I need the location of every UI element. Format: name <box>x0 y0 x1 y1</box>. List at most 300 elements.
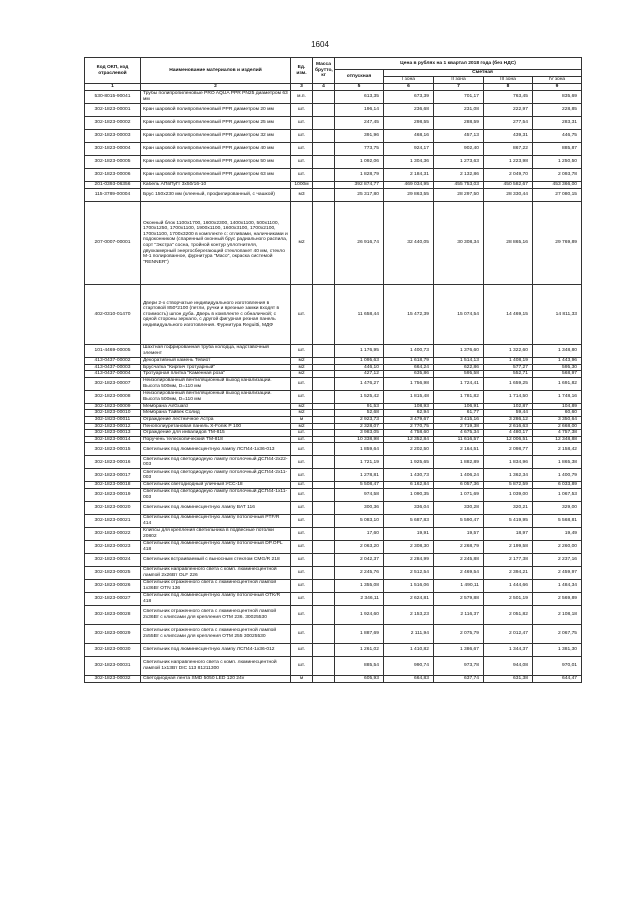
row-mass <box>313 117 335 130</box>
row-zone-1-price: 15 472,39 <box>384 285 434 345</box>
row-zone-1-price: 468,16 <box>384 130 434 143</box>
row-zone-3-price: 5 419,95 <box>484 514 533 527</box>
row-release-price: 196,14 <box>335 104 384 117</box>
row-zone-4-price: 6 033,89 <box>533 482 582 489</box>
row-zone-3-price: 18,97 <box>484 527 533 540</box>
row-unit: шт. <box>291 514 313 527</box>
row-release-price: 974,58 <box>335 488 384 501</box>
row-zone-4-price: 970,01 <box>533 656 582 675</box>
row-name: Пенополиуретановая панель Х-Fonik Р 100 <box>141 423 291 430</box>
row-mass <box>313 390 335 403</box>
row-name: Светильник под люминесцентную лампу потолочный DP.OPL 418 <box>141 540 291 553</box>
row-zone-3-price: 1 039,00 <box>484 488 533 501</box>
row-zone-1-price: 3 479,67 <box>384 416 434 423</box>
row-unit: шт. <box>291 390 313 403</box>
row-name: Мембрана Тайвек Солид <box>141 410 291 417</box>
row-release-price: 5 083,10 <box>335 514 384 527</box>
table-row <box>85 403 582 410</box>
row-unit: шт. <box>291 488 313 501</box>
row-zone-2-price: 2 075,79 <box>434 624 484 643</box>
row-code: 530-8015-90041 <box>85 91 141 104</box>
row-release-price: 1 176,95 <box>335 345 384 358</box>
row-code: 302-1823-00022 <box>85 527 141 540</box>
row-code: 302-1823-00005 <box>85 156 141 169</box>
row-unit: шт. <box>291 482 313 489</box>
table-row <box>85 605 582 624</box>
row-code: 302-1823-00019 <box>85 488 141 501</box>
row-code: 302-1823-00002 <box>85 117 141 130</box>
row-zone-2-price: 701,17 <box>434 91 484 104</box>
row-zone-4-price: 446,75 <box>533 130 582 143</box>
row-code: 201-0393-06356 <box>85 182 141 189</box>
row-code: 302-1823-00020 <box>85 501 141 514</box>
row-release-price: 2 346,11 <box>335 592 384 605</box>
row-zone-3-price: 28 330,44 <box>484 189 533 202</box>
table-row <box>85 592 582 605</box>
row-code: 302-1823-00032 <box>85 675 141 682</box>
row-release-price: 10 338,98 <box>335 436 384 443</box>
row-zone-4-price: 2 067,75 <box>533 624 582 643</box>
row-zone-4-price: 2 459,97 <box>533 566 582 579</box>
row-unit: шт. <box>291 436 313 443</box>
row-zone-2-price: 2 719,38 <box>434 423 484 430</box>
table-row <box>85 104 582 117</box>
row-zone-1-price: 2 284,99 <box>384 553 434 566</box>
row-code: 302-1823-00025 <box>85 566 141 579</box>
row-zone-4-price: 595,30 <box>533 364 582 371</box>
row-name: Тротуарная плитка "Каменная роза" <box>141 371 291 378</box>
row-zone-2-price: 2 579,88 <box>434 592 484 605</box>
row-zone-2-price: 2 116,37 <box>434 605 484 624</box>
row-code: 302-1823-00004 <box>85 143 141 156</box>
row-release-price: 446,10 <box>335 364 384 371</box>
row-release-price: 2 245,76 <box>335 566 384 579</box>
row-release-price: 605,93 <box>335 675 384 682</box>
row-name: Кран шаровой полипропиленовый PPR диаметром 50 мм <box>141 156 291 169</box>
row-unit: шт. <box>291 605 313 624</box>
table-row <box>85 579 582 592</box>
row-name: Светильник под люминесцентную лампу ЛСП44-1х36-013 <box>141 443 291 456</box>
row-zone-3-price: 14 469,15 <box>484 285 533 345</box>
table-row <box>85 364 582 371</box>
row-name: Светильник под светодиодную лампу потолочный ДСП44-2х22-003 <box>141 456 291 469</box>
table-row <box>85 514 582 527</box>
row-zone-3-price: 1 834,96 <box>484 456 533 469</box>
row-unit: шт. <box>291 345 313 358</box>
row-zone-2-price: 973,78 <box>434 656 484 675</box>
row-zone-4-price: 2 237,16 <box>533 553 582 566</box>
row-release-price: 1 525,42 <box>335 390 384 403</box>
row-mass <box>313 364 335 371</box>
row-code: 302-1823-00009 <box>85 403 141 410</box>
table-row <box>85 488 582 501</box>
page-number: 1604 <box>311 40 329 49</box>
table-row <box>85 553 582 566</box>
row-release-price: 1 721,19 <box>335 456 384 469</box>
row-unit: шт. <box>291 469 313 482</box>
row-name: Двери 2-х створчатые индивидуального изготовления в стартовой 850*2100 (петли, ручки и врезные замки входят в стоимость) шпон дуба. Дверь в комплекте с обналичкой; с одной стороны зеркало, с другой фигурная резная панель индивидуального изготовления. Фурнитура Reguitti, МДФ <box>141 285 291 345</box>
row-release-price: 52,68 <box>335 410 384 417</box>
row-unit: шт. <box>291 456 313 469</box>
row-zone-4-price: 60,60 <box>533 410 582 417</box>
row-name: Брус 150х230 мм (клееный, профилированный, с чашкой) <box>141 189 291 202</box>
row-mass <box>313 482 335 489</box>
col-number: 3 <box>291 84 313 91</box>
row-mass <box>313 377 335 390</box>
row-name: Кран шаровой полипропиленовый PPR диаметром 40 мм <box>141 143 291 156</box>
row-release-price: 1 092,06 <box>335 156 384 169</box>
row-zone-4-price: 1 691,82 <box>533 377 582 390</box>
row-zone-4-price: 283,31 <box>533 117 582 130</box>
row-zone-3-price: 1 223,98 <box>484 156 533 169</box>
row-zone-1-price: 2 111,94 <box>384 624 434 643</box>
row-release-price: 427,12 <box>335 371 384 378</box>
row-mass <box>313 430 335 437</box>
row-code: 207-0007-00001 <box>85 202 141 285</box>
table-row <box>85 182 582 189</box>
col-number: 9 <box>533 84 582 91</box>
header-zone-4: IV зона <box>533 77 582 84</box>
row-zone-4-price: 1 067,53 <box>533 488 582 501</box>
row-release-price: 1 261,02 <box>335 643 384 656</box>
row-zone-1-price: 2 184,31 <box>384 169 434 182</box>
row-zone-2-price: 2 268,79 <box>434 540 484 553</box>
row-zone-4-price: 2 668,00 <box>533 423 582 430</box>
row-zone-1-price: 664,83 <box>384 675 434 682</box>
row-unit: м2 <box>291 202 313 285</box>
row-zone-4-price: 1 348,80 <box>533 345 582 358</box>
row-name: Кран шаровой полипропиленовый PPR диаметром 25 мм <box>141 117 291 130</box>
row-unit: шт. <box>291 540 313 553</box>
table-row <box>85 285 582 345</box>
row-zone-1-price: 1 756,98 <box>384 377 434 390</box>
table-row <box>85 377 582 390</box>
row-zone-1-price: 19,91 <box>384 527 434 540</box>
col-number: 4 <box>313 84 335 91</box>
row-zone-3-price: 1 408,19 <box>484 358 533 365</box>
row-name: Мембрана AirGuard <box>141 403 291 410</box>
row-zone-1-price: 62,94 <box>384 410 434 417</box>
row-release-price: 91,53 <box>335 403 384 410</box>
table-row <box>85 416 582 423</box>
row-zone-1-price: 1 400,73 <box>384 345 434 358</box>
row-zone-1-price: 2 153,23 <box>384 605 434 624</box>
row-unit: шт. <box>291 553 313 566</box>
row-zone-3-price: 1 444,66 <box>484 579 533 592</box>
row-release-price: 1 924,60 <box>335 605 384 624</box>
row-name: Ограждение лестничное Астра <box>141 416 291 423</box>
row-code: 302-1823-00007 <box>85 377 141 390</box>
table-row <box>85 436 582 443</box>
row-zone-3-price: 1 659,25 <box>484 377 533 390</box>
row-zone-1-price: 32 440,05 <box>384 202 434 285</box>
row-name: Светильник отраженного света с люминесцентной лампой 1х36Вт OTN 136 <box>141 579 291 592</box>
row-zone-1-price: 1 815,48 <box>384 390 434 403</box>
row-zone-2-price: 1 882,89 <box>434 456 484 469</box>
row-release-price: 1 095,63 <box>335 358 384 365</box>
row-zone-3-price: 867,22 <box>484 143 533 156</box>
row-mass <box>313 566 335 579</box>
row-zone-3-price: 1 362,34 <box>484 469 533 482</box>
row-zone-4-price: 2 569,89 <box>533 592 582 605</box>
row-release-price: 11 658,44 <box>335 285 384 345</box>
row-mass <box>313 592 335 605</box>
row-zone-3-price: 2 177,38 <box>484 553 533 566</box>
row-unit: м3 <box>291 189 313 202</box>
table-row <box>85 358 582 365</box>
col-number: 7 <box>434 84 484 91</box>
table-row <box>85 469 582 482</box>
row-name: Шахтная гофрированная труба колодца, надставочный элемент <box>141 345 291 358</box>
row-zone-4-price: 3 350,64 <box>533 416 582 423</box>
row-release-price: 391,96 <box>335 130 384 143</box>
row-name: Декоративный камень Тевиот <box>141 358 291 365</box>
table-row <box>85 482 582 489</box>
table-body <box>85 91 582 683</box>
row-zone-3-price: 1 322,60 <box>484 345 533 358</box>
row-zone-1-price: 2 202,50 <box>384 443 434 456</box>
table-row <box>85 169 582 182</box>
row-zone-4-price: 2 260,00 <box>533 540 582 553</box>
row-code: 302-1823-00003 <box>85 130 141 143</box>
table-row <box>85 143 582 156</box>
table-row <box>85 675 582 682</box>
row-code: 413-0437-00003 <box>85 364 141 371</box>
row-unit: м2 <box>291 364 313 371</box>
table-row <box>85 202 582 285</box>
row-code: 413-0437-00004 <box>85 371 141 378</box>
row-mass <box>313 443 335 456</box>
row-zone-4-price: 2 158,42 <box>533 443 582 456</box>
row-unit: шт. <box>291 104 313 117</box>
row-unit: шт. <box>291 285 313 345</box>
table-row <box>85 390 582 403</box>
row-code: 302-1823-00017 <box>85 469 141 482</box>
row-release-price: 2 923,73 <box>335 416 384 423</box>
row-zone-1-price: 469 034,95 <box>384 182 434 189</box>
row-name: Светильник отраженного света с люминесцентной лампой 2х55Вт с клипсами для крепления OTM 255 30025530 <box>141 624 291 643</box>
row-unit: шт. <box>291 130 313 143</box>
row-zone-2-price: 595,58 <box>434 371 484 378</box>
row-mass <box>313 423 335 430</box>
row-mass <box>313 169 335 182</box>
table-row <box>85 371 582 378</box>
row-zone-4-price: 29 769,89 <box>533 202 582 285</box>
row-zone-1-price: 4 758,60 <box>384 430 434 437</box>
row-zone-3-price: 222,97 <box>484 104 533 117</box>
row-name: Ограждение для инвалидов ТМ-815 <box>141 430 291 437</box>
row-name: Трубы полипропиленовые PRO AQUA PPR PN25 диаметром 63 мм <box>141 91 291 104</box>
row-mass <box>313 488 335 501</box>
row-zone-4-price: 14 811,33 <box>533 285 582 345</box>
row-zone-4-price: 228,85 <box>533 104 582 117</box>
table-row <box>85 540 582 553</box>
row-zone-4-price: 568,97 <box>533 371 582 378</box>
row-zone-1-price: 635,86 <box>384 371 434 378</box>
row-release-price: 26 916,74 <box>335 202 384 285</box>
header-zone-1: I зона <box>384 77 434 84</box>
row-zone-1-price: 1 410,82 <box>384 643 434 656</box>
row-code: 302-1823-00006 <box>85 169 141 182</box>
row-zone-1-price: 1 925,65 <box>384 456 434 469</box>
row-zone-2-price: 1 071,69 <box>434 488 484 501</box>
col-number: 6 <box>384 84 434 91</box>
row-mass <box>313 345 335 358</box>
row-zone-3-price: 2 616,63 <box>484 423 533 430</box>
table-row <box>85 156 582 169</box>
row-release-price: 1 476,27 <box>335 377 384 390</box>
row-name: Неизолированный вентиляционный выход канализации. Высота 500мм, D=110 мм <box>141 390 291 403</box>
row-zone-3-price: 12 006,51 <box>484 436 533 443</box>
row-unit: шт. <box>291 656 313 675</box>
row-name: Светильник под светодиодную лампу потолочный ДСП44-1х11-003 <box>141 488 291 501</box>
row-zone-2-price: 28 297,50 <box>434 189 484 202</box>
row-mass <box>313 358 335 365</box>
row-zone-3-price: 2 049,70 <box>484 169 533 182</box>
row-zone-4-price: 1 865,38 <box>533 456 582 469</box>
table-row <box>85 566 582 579</box>
table-row <box>85 423 582 430</box>
row-zone-3-price: 577,27 <box>484 364 533 371</box>
row-mass <box>313 182 335 189</box>
row-code: 115-3789-00004 <box>85 189 141 202</box>
row-zone-4-price: 12 348,88 <box>533 436 582 443</box>
row-zone-2-price: 622,86 <box>434 364 484 371</box>
row-zone-1-price: 12 352,84 <box>384 436 434 443</box>
row-code: 302-1823-00012 <box>85 423 141 430</box>
row-unit: м <box>291 416 313 423</box>
row-zone-1-price: 2 624,81 <box>384 592 434 605</box>
row-name: Брусчатка "Кирпич тротуарный" <box>141 364 291 371</box>
row-name: Светильник под люминесцентную лампу потолочный OTK/R 418 <box>141 592 291 605</box>
row-unit: шт. <box>291 527 313 540</box>
row-mass <box>313 456 335 469</box>
col-number: 2 <box>141 84 291 91</box>
row-name: Оконный блок 1100х1700, 1600х2300, 1400х1100, 500х1100, 1700х1250, 1700х1100, 1900х1100, 1600х3100, 1700х2100, 1700х1100, 1700х3200 в комплекте с: отливами, наличниками и подоконником (спаренный оконный брус радиального распила, сорт "Экстра" сосна, тройной контур уплотнителя, двухкамерный энергосберегающий стеклопакет 40 мм, стекло М-1 полированное, фурнитура "Maco", окраска системой "RENNER") <box>141 202 291 285</box>
row-code: 302-1823-00018 <box>85 482 141 489</box>
row-zone-4-price: 1 250,50 <box>533 156 582 169</box>
row-zone-1-price: 990,74 <box>384 656 434 675</box>
table-row <box>85 117 582 130</box>
row-mass <box>313 624 335 643</box>
row-zone-2-price: 330,28 <box>434 501 484 514</box>
row-zone-4-price: 2 093,78 <box>533 169 582 182</box>
row-mass <box>313 156 335 169</box>
row-mass <box>313 130 335 143</box>
row-mass <box>313 514 335 527</box>
row-zone-2-price: 30 308,34 <box>434 202 484 285</box>
row-code: 302-1823-00011 <box>85 416 141 423</box>
header-mass: Масса брутто, кг <box>313 58 335 84</box>
row-name: Светильник под светодиодную лампу потолочный ДСП44-2х11-003 <box>141 469 291 482</box>
row-zone-2-price: 6 057,36 <box>434 482 484 489</box>
row-code: 302-1823-00008 <box>85 390 141 403</box>
row-mass <box>313 436 335 443</box>
row-zone-1-price: 1 618,79 <box>384 358 434 365</box>
row-mass <box>313 501 335 514</box>
row-zone-2-price: 2 245,88 <box>434 553 484 566</box>
row-zone-3-price: 2 012,47 <box>484 624 533 643</box>
row-zone-4-price: 27 080,15 <box>533 189 582 202</box>
row-zone-4-price: 104,89 <box>533 403 582 410</box>
row-zone-1-price: 1 090,35 <box>384 488 434 501</box>
row-code: 302-1823-00027 <box>85 592 141 605</box>
row-name: Светильник направленного света с комп. люминесцентной лампой 2х26Вт OLF 226 <box>141 566 291 579</box>
row-zone-2-price: 902,40 <box>434 143 484 156</box>
row-code: 302-1823-00030 <box>85 643 141 656</box>
row-mass <box>313 579 335 592</box>
row-unit: м2 <box>291 423 313 430</box>
row-code: 413-0437-00002 <box>85 358 141 365</box>
row-code: 101-4469-00005 <box>85 345 141 358</box>
row-zone-4-price: 1 400,79 <box>533 469 582 482</box>
row-name: Светильник направленного света с комп. люминесцентной лампой 1х13Вт DIC 113 81211300 <box>141 656 291 675</box>
row-zone-2-price: 106,91 <box>434 403 484 410</box>
row-unit: шт. <box>291 501 313 514</box>
row-zone-2-price: 1 406,24 <box>434 469 484 482</box>
row-code: 302-1823-00023 <box>85 540 141 553</box>
row-release-price: 2 042,37 <box>335 553 384 566</box>
table-row <box>85 345 582 358</box>
row-zone-1-price: 1 516,06 <box>384 579 434 592</box>
table-row <box>85 430 582 437</box>
row-zone-3-price: 28 865,16 <box>484 202 533 285</box>
row-zone-1-price: 6 162,84 <box>384 482 434 489</box>
row-release-price: 1 355,08 <box>335 579 384 592</box>
header-zone-2: II зона <box>434 77 484 84</box>
table-row <box>85 189 582 202</box>
row-zone-4-price: 1 443,96 <box>533 358 582 365</box>
row-mass <box>313 202 335 285</box>
col-number: 1 <box>85 84 141 91</box>
row-mass <box>313 285 335 345</box>
row-zone-1-price: 29 863,55 <box>384 189 434 202</box>
row-mass <box>313 371 335 378</box>
row-code: 302-1823-00029 <box>85 624 141 643</box>
row-code: 302-1823-00014 <box>85 436 141 443</box>
row-unit: шт. <box>291 143 313 156</box>
row-mass <box>313 553 335 566</box>
row-zone-2-price: 1 273,63 <box>434 156 484 169</box>
row-zone-2-price: 455 753,03 <box>434 182 484 189</box>
row-mass <box>313 675 335 682</box>
row-release-price: 1 887,69 <box>335 624 384 643</box>
row-code: 302-1823-00031 <box>85 656 141 675</box>
row-unit: шт. <box>291 430 313 437</box>
row-name: Неизолированный вентиляционный выход канализации. Высота 500мм, D=110 мм <box>141 377 291 390</box>
table-row <box>85 527 582 540</box>
row-code: 302-1823-00015 <box>85 443 141 456</box>
table-row <box>85 410 582 417</box>
row-zone-2-price: 637,74 <box>434 675 484 682</box>
row-zone-3-price: 102,87 <box>484 403 533 410</box>
row-zone-1-price: 236,68 <box>384 104 434 117</box>
price-table <box>84 57 582 683</box>
row-unit: шт. <box>291 566 313 579</box>
row-zone-3-price: 2 394,21 <box>484 566 533 579</box>
row-mass <box>313 656 335 675</box>
header-code: Код ОКП, код отраслевой <box>85 58 141 84</box>
row-release-price: 1 828,79 <box>335 169 384 182</box>
row-zone-4-price: 644,47 <box>533 675 582 682</box>
row-zone-2-price: 1 490,11 <box>434 579 484 592</box>
row-zone-3-price: 2 501,19 <box>484 592 533 605</box>
row-unit: м2 <box>291 358 313 365</box>
row-unit: шт. <box>291 592 313 605</box>
row-unit: 1000м <box>291 182 313 189</box>
row-zone-4-price: 1 484,34 <box>533 579 582 592</box>
header-name: Наименование материалов и изделий <box>141 58 291 84</box>
